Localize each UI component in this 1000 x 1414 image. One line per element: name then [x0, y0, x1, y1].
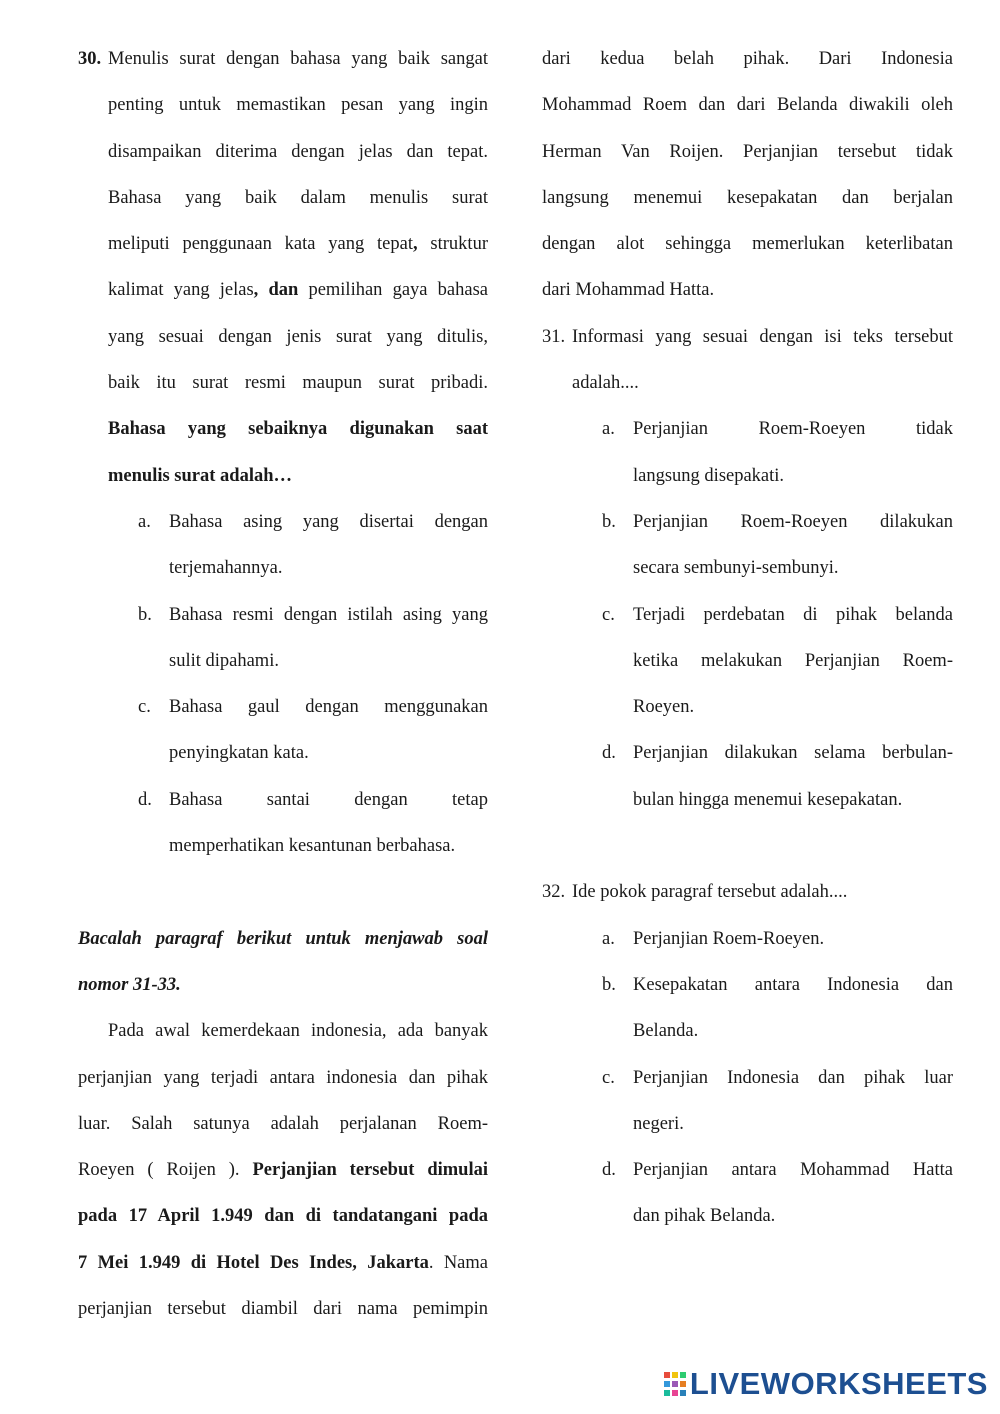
text-run: , — [413, 234, 418, 255]
passage-line: Mohammad Roem dan dari Belanda diwakili oleh — [542, 95, 953, 116]
option-text: Terjadi perdebatan di pihak belanda — [633, 604, 953, 625]
option-text: ketika melakukan Perjanjian Roem- — [633, 650, 953, 671]
passage-line: dengan alot sehingga memerlukan keterlibatan — [542, 234, 953, 255]
option-text: Kesepakatan antara Indonesia dan — [633, 974, 953, 995]
text-run: , dan — [253, 280, 299, 301]
option-letter: c. — [602, 604, 615, 625]
option-31-a[interactable] — [602, 406, 953, 499]
instruction-line: Bacalah paragraf berikut untuk menjawab soal — [78, 928, 488, 949]
question-30-text-line: Menulis surat dengan bahasa yang baik sangat — [108, 49, 488, 69]
question-32-number: 32. — [542, 882, 566, 903]
option-31-d[interactable] — [602, 730, 953, 823]
option-text: Perjanjian Indonesia dan pihak luar — [633, 1067, 953, 1088]
option-text: secara sembunyi-sembunyi. — [633, 558, 839, 579]
option-32-b[interactable] — [602, 962, 953, 1055]
option-text: Bahasa santai dengan tetap — [169, 789, 488, 810]
passage-line: Herman Van Roijen. Perjanjian tersebut tidak — [542, 141, 953, 162]
option-text: Roeyen. — [633, 697, 695, 718]
option-text: langsung disepakati. — [633, 465, 785, 486]
passage-line: dari Mohammad Hatta. — [542, 280, 715, 301]
text-run: pemilihan gaya bahasa — [298, 280, 488, 301]
question-30-number: 30. — [78, 49, 102, 69]
option-text: penyingkatan kata. — [169, 743, 309, 764]
option-32-a[interactable] — [602, 916, 953, 962]
liveworksheets-logo[interactable] — [664, 1366, 988, 1402]
option-text: Bahasa asing yang disertai dengan — [169, 511, 488, 532]
passage-line — [78, 1240, 488, 1286]
passage-line: dari kedua belah pihak. Dari Indonesia — [542, 49, 953, 69]
option-text: negeri. — [633, 1113, 684, 1134]
question-31 — [542, 314, 953, 823]
option-letter: c. — [138, 697, 151, 718]
question-30-prompt: menulis surat adalah… — [108, 465, 293, 486]
question-30-prompt: Bahasa yang sebaiknya digunakan saat — [108, 419, 488, 440]
logo-grid-icon — [664, 1372, 686, 1396]
reading-passage-continued — [542, 36, 953, 314]
question-32 — [542, 869, 953, 1239]
option-letter: b. — [602, 511, 616, 532]
option-letter: d. — [138, 789, 152, 810]
text-run: struktur — [417, 234, 488, 255]
option-text: Bahasa resmi dengan istilah asing yang — [169, 604, 488, 625]
right-column — [542, 36, 953, 1240]
option-31-b[interactable] — [602, 499, 953, 592]
question-30-text-line: baik itu surat resmi maupun surat pribadi. — [108, 373, 488, 394]
option-text: terjemahannya. — [169, 558, 283, 579]
passage-line: langsung menemui kesepakatan dan berjalan — [542, 187, 953, 208]
passage-line: perjanjian tersebut diambil dari nama pemimpin — [78, 1299, 488, 1320]
text-run: . Nama — [428, 1252, 488, 1273]
option-30-a[interactable] — [138, 499, 488, 592]
left-column — [78, 36, 488, 1332]
reading-passage — [78, 1008, 488, 1332]
question-30-text-line: Bahasa yang baik dalam menulis surat — [108, 187, 488, 208]
option-letter: a. — [602, 928, 615, 949]
passage-line: Pada awal kemerdekaan indonesia, ada banyak — [108, 1021, 488, 1042]
option-30-c[interactable] — [138, 684, 488, 777]
text-run: 7 Mei 1.949 di Hotel Des Indes, Jakarta — [78, 1252, 429, 1273]
question-31-prompt: Informasi yang sesuai dengan isi teks tersebut — [572, 326, 953, 347]
option-30-b[interactable] — [138, 592, 488, 685]
option-text: Perjanjian dilakukan selama berbulan- — [633, 743, 953, 764]
question-30-text-line: penting untuk memastikan pesan yang ingin — [108, 95, 488, 116]
passage-line: pada 17 April 1.949 dan di tandatangani pada — [78, 1206, 488, 1227]
option-31-c[interactable] — [602, 592, 953, 731]
text-run: Perjanjian tersebut dimulai — [252, 1160, 489, 1181]
option-text: Perjanjian Roem-Roeyen tidak — [633, 419, 953, 440]
option-text: dan pihak Belanda. — [633, 1206, 776, 1227]
question-31-number: 31. — [542, 326, 566, 347]
option-text: Perjanjian Roem-Roeyen. — [633, 928, 825, 949]
option-letter: c. — [602, 1067, 615, 1088]
text-run: kalimat yang jelas — [108, 280, 254, 301]
passage-line — [78, 1147, 488, 1193]
question-30-text-line — [108, 267, 488, 313]
passage-line: perjanjian yang terjadi antara indonesia dan pihak — [78, 1067, 488, 1088]
option-letter: b. — [138, 604, 152, 625]
instruction-line: nomor 31-33. — [78, 974, 181, 995]
question-31-prompt: adalah.... — [572, 373, 639, 394]
logo-text: LIVEWORKSHEETS — [689, 1366, 988, 1401]
option-text: bulan hingga menemui kesepakatan. — [633, 789, 903, 810]
question-30-text-line: disampaikan diterima dengan jelas dan tepat. — [108, 141, 488, 162]
text-run: meliputi penggunaan kata yang tepat — [108, 234, 413, 255]
option-text: Belanda. — [633, 1021, 699, 1042]
option-30-d[interactable] — [138, 777, 488, 870]
option-text: memperhatikan kesantunan berbahasa. — [169, 836, 456, 857]
question-30 — [78, 36, 488, 869]
option-text: Bahasa gaul dengan menggunakan — [169, 697, 488, 718]
question-30-text-line: yang sesuai dengan jenis surat yang ditulis, — [108, 326, 488, 347]
spacer — [78, 869, 488, 915]
question-32-prompt: Ide pokok paragraf tersebut adalah.... — [572, 882, 848, 903]
reading-instruction — [78, 916, 488, 1009]
option-32-d[interactable] — [602, 1147, 953, 1240]
option-text: sulit dipahami. — [169, 650, 279, 671]
option-letter: d. — [602, 1160, 616, 1181]
question-30-text-line — [108, 221, 488, 267]
option-letter: a. — [602, 419, 615, 440]
spacer — [542, 823, 953, 869]
text-run: Roeyen ( Roijen ). — [78, 1160, 253, 1181]
option-letter: b. — [602, 974, 616, 995]
option-32-c[interactable] — [602, 1055, 953, 1148]
passage-line: luar. Salah satunya adalah perjalanan Roem- — [78, 1113, 488, 1134]
option-text: Perjanjian Roem-Roeyen dilakukan — [633, 511, 953, 532]
option-text: Perjanjian antara Mohammad Hatta — [633, 1160, 953, 1181]
option-letter: d. — [602, 743, 616, 764]
option-letter: a. — [138, 511, 151, 532]
